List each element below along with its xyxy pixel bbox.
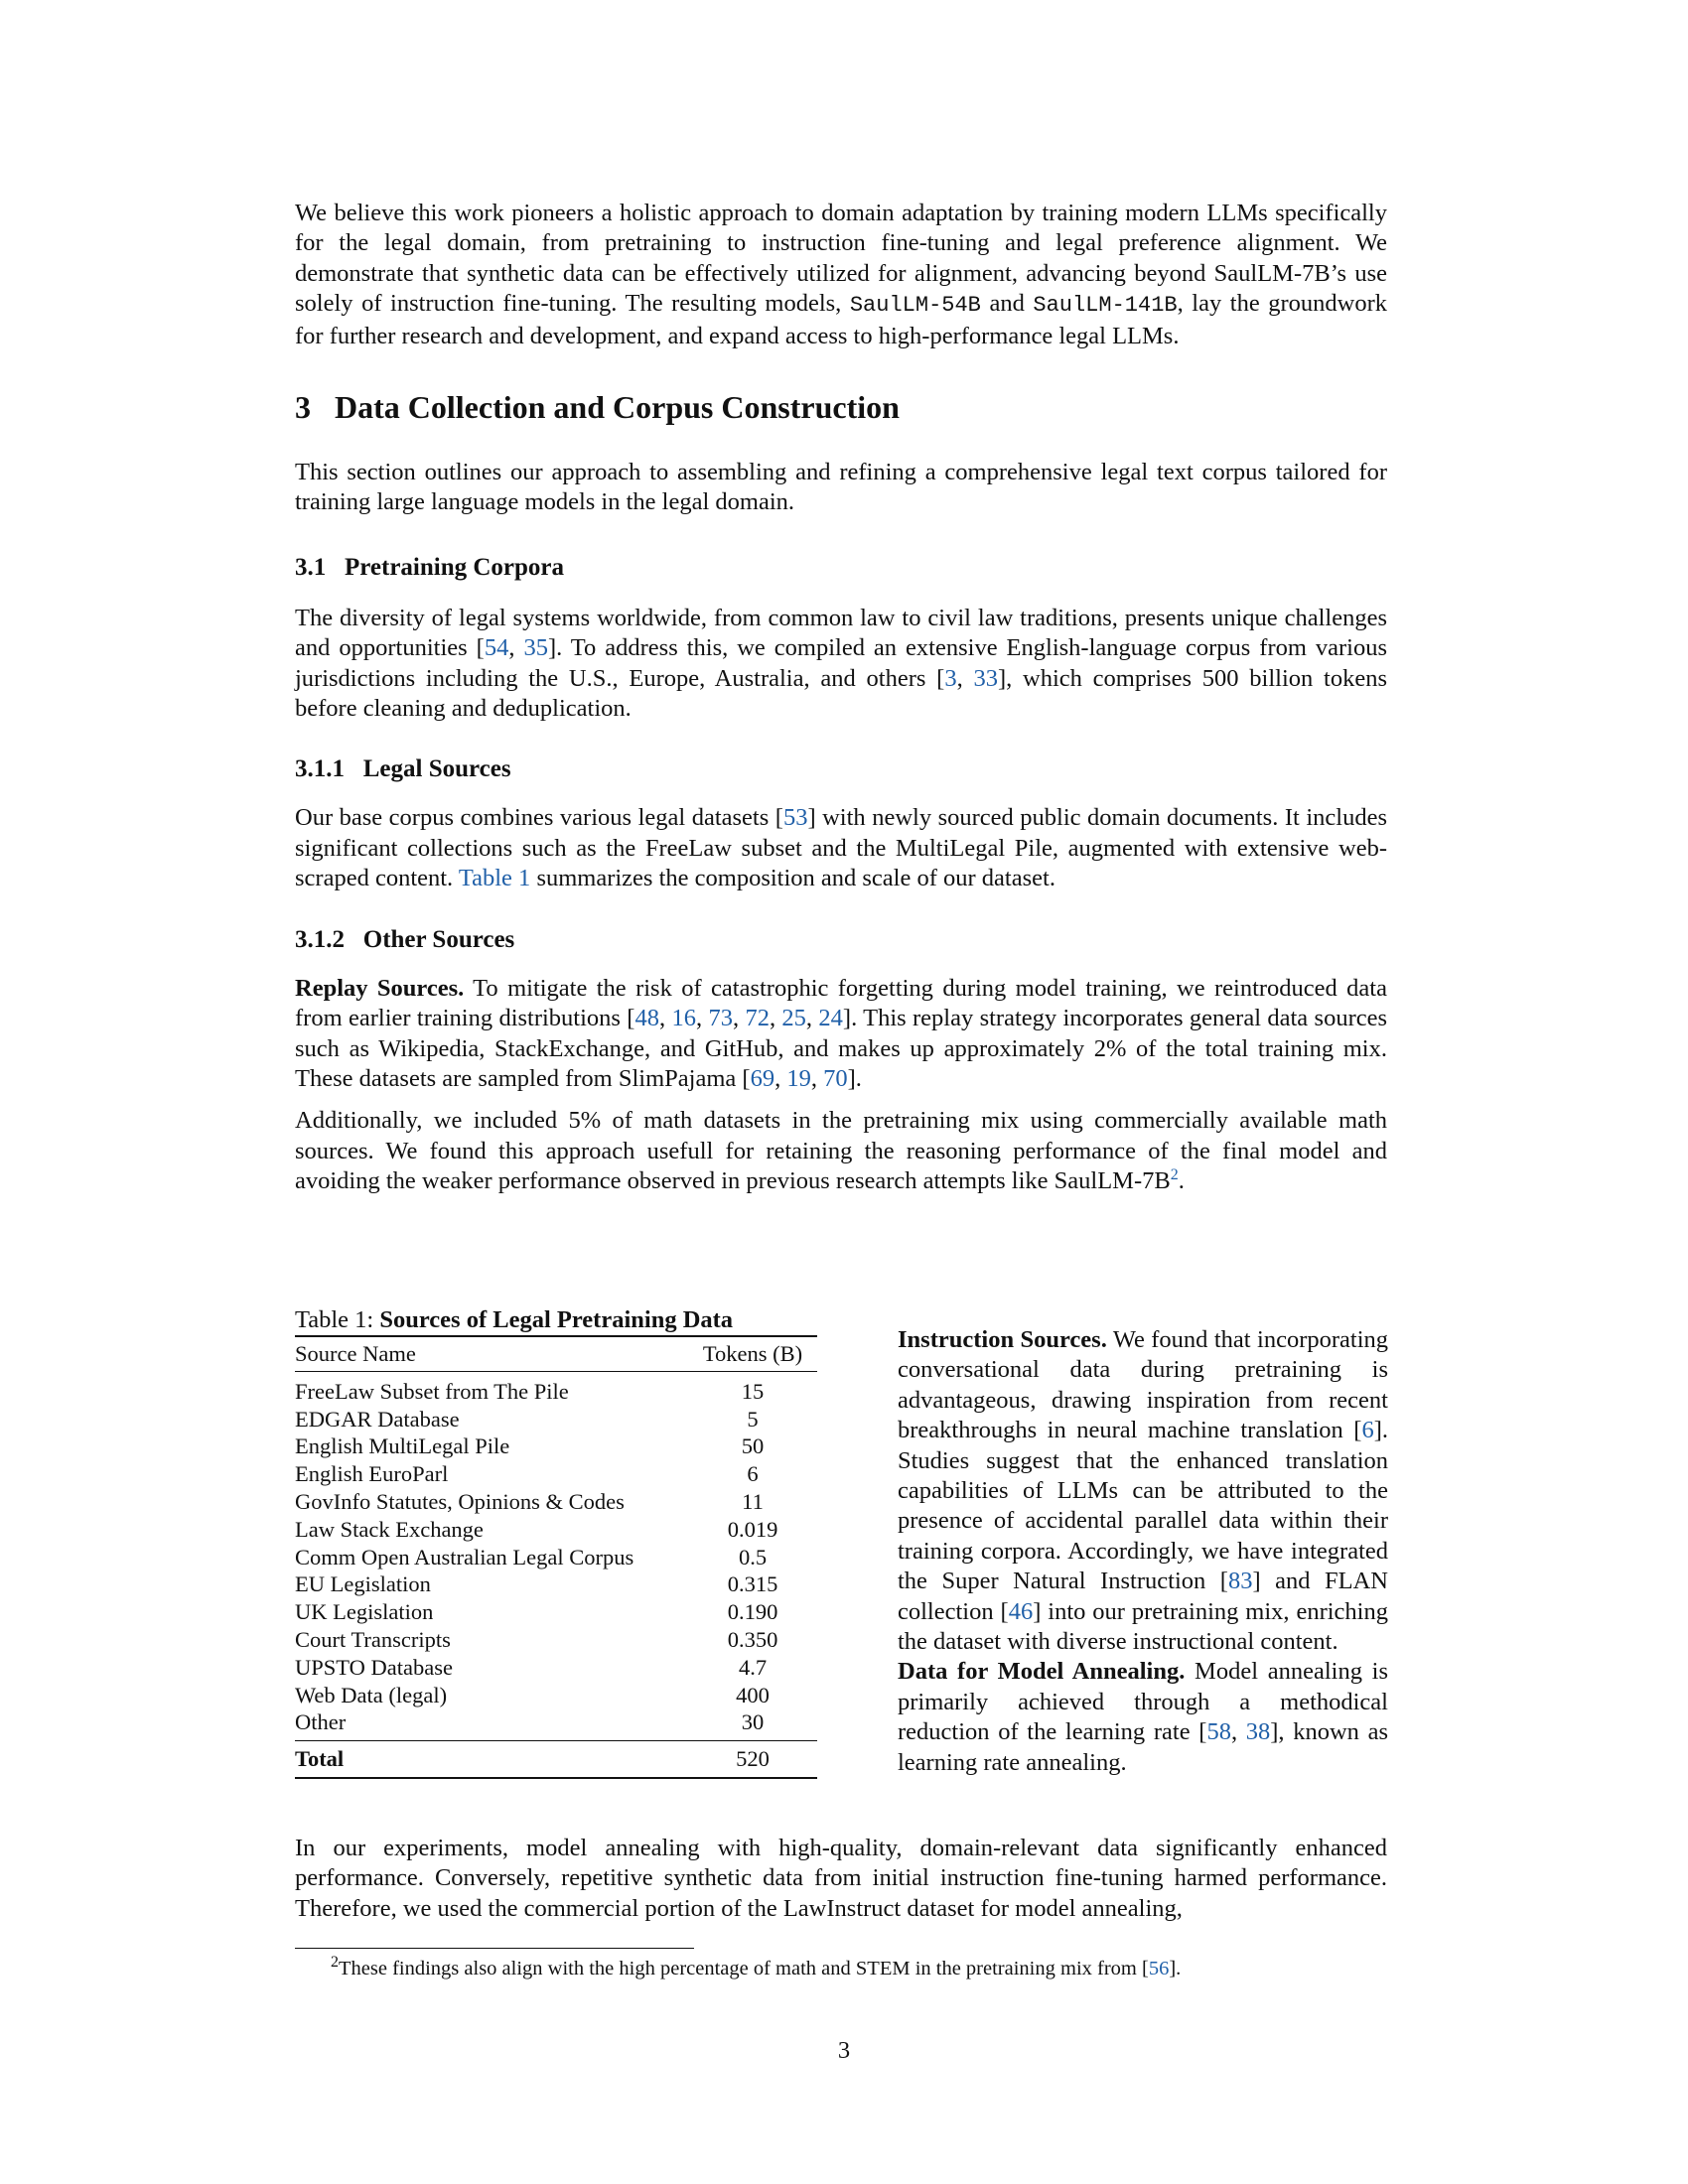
- table-1: [295, 1305, 817, 1779]
- citation-link[interactable]: 54: [484, 634, 509, 662]
- pretraining-paragraph: The diversity of legal systems worldwide, from common law to civil law traditions, presents unique challenges and opportunities [54, 35]. To address this, we compiled an extensive English-language corpus from various jurisdictions including the U.S., Europe, Australia, and others [3, 33], which comprises 500 billion tokens before cleaning and deduplication.: [295, 604, 1388, 723]
- text: summarizes the composition and scale of our dataset.: [530, 865, 1055, 892]
- intro-text-3: , lay the groundwork for further research and development, and expand access to high-performance legal LLMs.: [295, 290, 1388, 349]
- model-name-141b: SaulLM-141B: [1033, 293, 1178, 319]
- footnote: [295, 1956, 1387, 1981]
- section-number: 3.1.1: [295, 755, 345, 783]
- citation-link[interactable]: 38: [1245, 1718, 1271, 1746]
- text: The diversity of legal systems worldwide, from common law to civil law traditions, presents unique challenges and opportunities [: [295, 604, 1387, 662]
- paragraph-heading: Replay Sources.: [295, 974, 465, 1002]
- source-name-cell: English MultiLegal Pile: [295, 1433, 510, 1459]
- section-title: Data Collection and Corpus Construction: [335, 389, 900, 426]
- tokens-cell: 5: [747, 1406, 759, 1432]
- citation-link[interactable]: 70: [823, 1064, 848, 1092]
- section-number: 3.1.2: [295, 925, 345, 953]
- page-body: [295, 199, 1387, 1197]
- total-label: Total: [295, 1746, 345, 1772]
- source-name-cell: FreeLaw Subset from The Pile: [295, 1378, 569, 1404]
- source-name-cell: Other: [295, 1709, 347, 1735]
- caption-label: Table 1:: [295, 1306, 380, 1333]
- citation-link[interactable]: 35: [523, 634, 548, 662]
- table-row: [295, 1516, 817, 1544]
- tokens-cell: 15: [741, 1378, 765, 1404]
- section-title: Other Sources: [362, 925, 515, 953]
- table-row: [295, 1654, 817, 1682]
- text: ] with newly sourced public domain documents. It includes significant collections such as the FreeLaw subset and the MultiLegal Pile, augmented with extensive web-scraped content.: [295, 804, 1387, 892]
- text: Our base corpus combines various legal datasets [: [295, 804, 783, 832]
- citation-link[interactable]: 19: [786, 1064, 811, 1092]
- caption-title: Sources of Legal Pretraining Data: [379, 1306, 734, 1333]
- source-name-cell: Court Transcripts: [295, 1626, 451, 1652]
- section-3-1-2-heading: [295, 926, 1387, 954]
- source-name-cell: EU Legislation: [295, 1571, 431, 1597]
- tokens-cell: 4.7: [738, 1654, 768, 1680]
- citation-link[interactable]: 16: [671, 1005, 696, 1032]
- tokens-cell: 0.350: [727, 1626, 778, 1652]
- source-name-cell: Web Data (legal): [295, 1682, 448, 1707]
- citation-link[interactable]: 73: [708, 1005, 733, 1032]
- tokens-cell: 400: [736, 1682, 770, 1707]
- text: These findings also align with the high percentage of math and STEM in the pretraining mix from [: [339, 1958, 1149, 1979]
- text: .: [1178, 1167, 1185, 1195]
- tokens-cell: 50: [741, 1433, 765, 1459]
- footnote-mark-link[interactable]: 2: [1170, 1165, 1179, 1183]
- tokens-cell: 6: [747, 1461, 759, 1487]
- section-number: 3: [295, 389, 311, 426]
- table-row: [295, 1708, 817, 1740]
- citation-link[interactable]: 48: [634, 1005, 659, 1032]
- closing-paragraph: In our experiments, model annealing with high-quality, domain-relevant data significantly enhanced performance. Conversely, repetitive synthetic data from initial instruction fine-tuning harmed performance. Therefore, we used the commercial portion of the LawInstruct dataset for model annealing,: [295, 1835, 1387, 1922]
- table-row: [295, 1460, 817, 1488]
- table-total-row: [295, 1741, 817, 1778]
- citation-link[interactable]: 69: [750, 1064, 775, 1092]
- table-row: [295, 1488, 817, 1516]
- text: ].: [1169, 1958, 1182, 1979]
- citation-link[interactable]: 24: [818, 1005, 843, 1032]
- intro-text-1: We believe this work pioneers a holistic approach to domain adaptation by training modern LLMs specifically for the legal domain, from pretraining to instruction fine-tuning and legal preference alignment. We demonstrate that synthetic data can be effectively utilized for alignment, advancing beyond SaulLM-7B’s use solely of instruction fine-tuning. The resulting models,: [295, 200, 1387, 318]
- tokens-cell: 0.190: [727, 1599, 778, 1625]
- text: Additionally, we included 5% of math datasets in the pretraining mix using commercially available math sources. We found this approach usefull for retaining the reasoning performance of the final model and avoiding the weaker performance observed in previous research attempts like SaulLM-7B: [295, 1107, 1387, 1195]
- column-header-tokens: Tokens (B): [702, 1341, 803, 1366]
- section-3-intro: This section outlines our approach to assembling and refining a comprehensive legal text corpus tailored for training large language models in the legal domain.: [295, 459, 1387, 516]
- footnote-divider: [295, 1948, 694, 1949]
- citation-link[interactable]: 25: [781, 1005, 806, 1032]
- table-row: [295, 1433, 817, 1460]
- source-name-cell: UPSTO Database: [295, 1654, 453, 1680]
- table-caption: [295, 1305, 817, 1335]
- table-row: [295, 1371, 817, 1405]
- source-name-cell: EDGAR Database: [295, 1406, 460, 1432]
- source-name-cell: UK Legislation: [295, 1599, 434, 1625]
- citation-link[interactable]: 3: [944, 664, 957, 692]
- page-number: 3: [837, 2037, 851, 2064]
- table-body: [295, 1371, 817, 1740]
- section-number: 3.1: [295, 553, 327, 581]
- text: ], which comprises 500 billion tokens before cleaning and deduplication.: [295, 664, 1387, 723]
- tokens-cell: 11: [742, 1488, 764, 1514]
- citation-link[interactable]: 58: [1206, 1718, 1231, 1746]
- column-header-source: Source Name: [295, 1341, 416, 1366]
- text: ] into our pretraining mix, enriching the dataset with diverse instructional content.: [898, 1597, 1388, 1656]
- text: ]. This replay strategy incorporates general data sources such as Wikipedia, StackExchange, and GitHub, and makes up approximately 2% of the total training mix. These datasets are sampled from SlimPajama [: [295, 1005, 1388, 1092]
- intro-paragraph: [295, 199, 1387, 351]
- tokens-cell: 30: [741, 1709, 765, 1735]
- source-name-cell: Comm Open Australian Legal Corpus: [295, 1544, 634, 1570]
- text: ].: [847, 1064, 862, 1092]
- model-annealing-paragraph: Data for Model Annealing. Model annealing is primarily achieved through a methodical reduction of the learning rate [58, 38], known as learning rate annealing.: [898, 1658, 1389, 1776]
- section-3-1-heading: [295, 554, 1387, 582]
- tokens-cell: 0.5: [738, 1544, 768, 1570]
- instruction-sources-paragraph: [898, 1325, 1388, 1657]
- text: Model annealing is primarily achieved through a methodical reduction of the learning rate [: [898, 1658, 1388, 1746]
- model-name-54b: SaulLM-54B: [849, 293, 981, 319]
- table-header-row: [295, 1336, 817, 1371]
- text: ], known as learning rate annealing.: [898, 1718, 1389, 1776]
- intro-text-2: and: [980, 290, 1034, 318]
- source-name-cell: English EuroParl: [295, 1461, 449, 1487]
- table-row: [295, 1570, 817, 1598]
- text: We found that incorporating conversational data during pretraining is advantageous, drawing inspiration from recent breakthroughs in neural machine translation [: [898, 1326, 1388, 1444]
- citation-link[interactable]: 46: [1008, 1597, 1034, 1625]
- section-3-1-1-heading: [295, 755, 1387, 783]
- table-row: [295, 1682, 817, 1709]
- source-name-cell: GovInfo Statutes, Opinions & Codes: [295, 1488, 625, 1514]
- paragraph-heading: Instruction Sources.: [898, 1326, 1107, 1353]
- section-title: Pretraining Corpora: [345, 553, 565, 581]
- tokens-cell: 0.315: [727, 1571, 778, 1597]
- citation-link[interactable]: 53: [782, 804, 808, 832]
- total-value: 520: [736, 1746, 770, 1772]
- table-ref-link[interactable]: Table 1: [458, 865, 531, 892]
- paragraph-heading: Data for Model Annealing.: [898, 1658, 1186, 1686]
- text: ]. To address this, we compiled an extensive English-language corpus from various jurisdictions including the U.S., Europe, Australia, and others [: [295, 634, 1388, 692]
- text: ] and FLAN collection [: [898, 1568, 1389, 1625]
- table-row: [295, 1626, 817, 1654]
- replay-sources-paragraph: Replay Sources. To mitigate the risk of catastrophic forgetting during model training, we reintroduced data from earlier training distributions [48, 16, 73, 72, 25, 24]. This replay strategy incorporates general data sources such as Wikipedia, StackExchange, and GitHub, and makes up approximately 2% of the total training mix. These datasets are sampled from SlimPajama [69, 19, 70].: [295, 974, 1388, 1092]
- tokens-cell: 0.019: [727, 1516, 778, 1542]
- table-row: [295, 1544, 817, 1571]
- citation-link[interactable]: 6: [1361, 1417, 1374, 1444]
- source-name-cell: Law Stack Exchange: [295, 1516, 484, 1542]
- text: To mitigate the risk of catastrophic forgetting during model training, we reintroduced data from earlier training distributions [: [295, 974, 1387, 1032]
- table-row: [295, 1406, 817, 1433]
- citation-link[interactable]: 83: [1227, 1568, 1253, 1595]
- section-title: Legal Sources: [362, 755, 511, 783]
- footnote-mark: 2: [331, 1954, 339, 1972]
- math-datasets-paragraph: [295, 1106, 1387, 1196]
- citation-link[interactable]: 72: [745, 1005, 770, 1032]
- section-3-heading: [295, 389, 1387, 426]
- right-column: [898, 1325, 1388, 1778]
- citation-link[interactable]: 33: [973, 664, 998, 692]
- text: ]. Studies suggest that the enhanced translation capabilities of LLMs can be attributed to the presence of accidental parallel data within their training corpora. Accordingly, we have integrated the Super Natural Instruction [: [898, 1417, 1388, 1595]
- legal-sources-paragraph: [295, 803, 1387, 893]
- table-row: [295, 1598, 817, 1626]
- citation-link[interactable]: 56: [1148, 1958, 1170, 1979]
- sources-table: [295, 1335, 817, 1779]
